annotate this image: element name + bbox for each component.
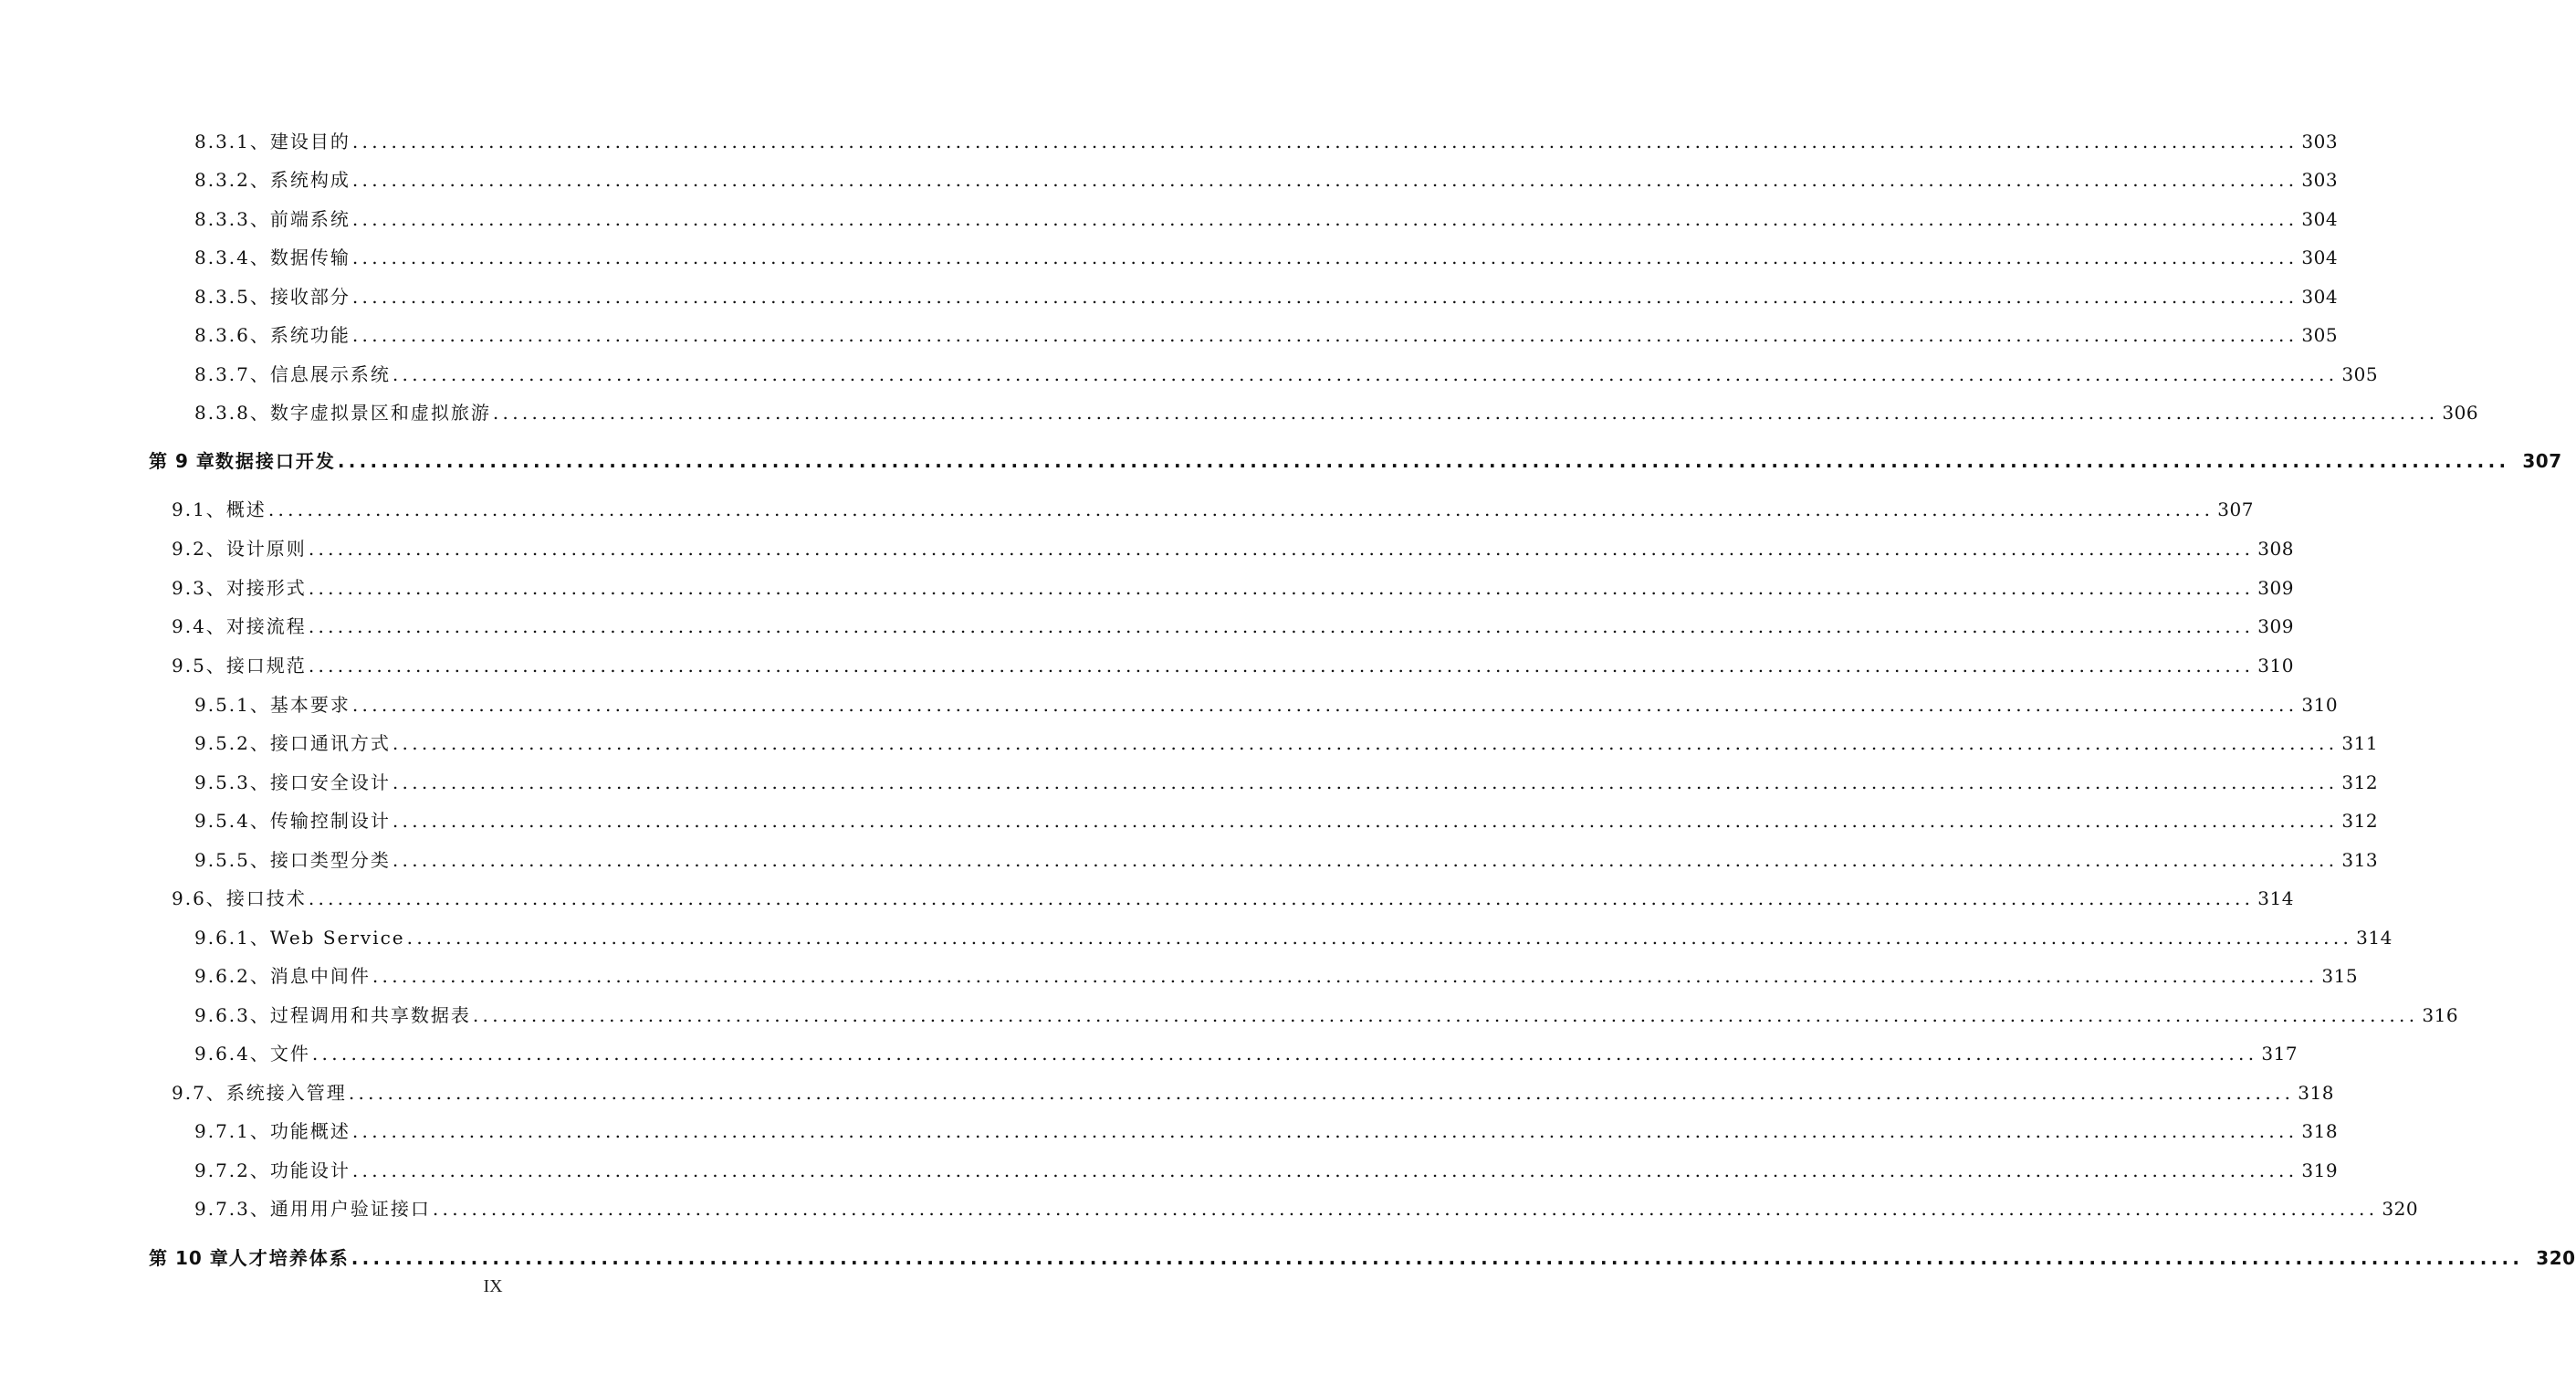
toc-entry[interactable] xyxy=(194,398,2479,425)
toc-entry-title: 数据传输 xyxy=(269,246,351,268)
toc-entry-number: 9.6.2、 xyxy=(194,965,270,987)
toc-entry-page-number: 303 xyxy=(2301,131,2339,152)
page-number-footer: IX xyxy=(483,1276,503,1296)
toc-entry-page-number: 310 xyxy=(2257,655,2294,677)
toc-entry-number: 9.7、 xyxy=(172,1082,226,1104)
toc-entry-title: 系统功能 xyxy=(269,324,351,346)
dot-leader: ........................................................................................................................................................................................................ xyxy=(308,655,2255,677)
toc-entry-number: 9.5.2、 xyxy=(194,732,270,754)
dot-leader: ........................................................................................................................................................................................................ xyxy=(348,1082,2295,1104)
toc-entry[interactable] xyxy=(194,923,2393,949)
dot-leader: ........................................................................................................................................................................................................ xyxy=(311,1043,2258,1065)
toc-entry[interactable] xyxy=(194,243,2339,269)
toc-entry[interactable] xyxy=(194,1001,2459,1027)
dot-leader: ........................................................................................................................................................................................................ xyxy=(308,577,2255,599)
toc-entry-page-number: 318 xyxy=(2301,1120,2339,1142)
toc-entry-title: 数字虚拟景区和虚拟旅游 xyxy=(269,402,491,424)
toc-entry-title: 通用用户验证接口 xyxy=(269,1198,431,1220)
toc-entry-number: 8.3.3、 xyxy=(194,208,270,230)
toc-entry-number: 9.5.5、 xyxy=(194,849,270,871)
toc-entry[interactable] xyxy=(194,729,2379,755)
toc-entry[interactable] xyxy=(194,690,2339,717)
toc-entry-page-number: 307 xyxy=(2217,498,2254,520)
toc-entry-page-number: 306 xyxy=(2442,402,2479,424)
toc-entry-page-number: 314 xyxy=(2356,927,2393,949)
dot-leader: ........................................................................................................................................................................................................ xyxy=(351,169,2299,191)
toc-entry[interactable] xyxy=(194,961,2359,988)
toc-chapter-entry[interactable] xyxy=(149,1243,2576,1270)
toc-entry-page-number: 313 xyxy=(2341,849,2379,871)
toc-entry-page-number: 304 xyxy=(2301,286,2339,308)
dot-leader: ........................................................................................................................................................................................................ xyxy=(351,694,2299,716)
toc-entry[interactable] xyxy=(172,573,2294,600)
toc-entry-title: 系统构成 xyxy=(269,169,351,191)
toc-entry-title: 前端系统 xyxy=(269,208,351,230)
toc-entry[interactable] xyxy=(194,1194,2419,1221)
toc-entry-number: 8.3.6、 xyxy=(194,324,270,346)
toc-entry-title: 接口安全设计 xyxy=(269,771,391,793)
toc-entry-title: 接口类型分类 xyxy=(269,849,391,871)
toc-entry-number: 9.7.2、 xyxy=(194,1159,270,1181)
dot-leader: ........................................................................................................................................................................................................ xyxy=(351,208,2299,230)
dot-leader: ........................................................................................................................................................................................................ xyxy=(351,1159,2299,1181)
toc-entry-page-number: 307 xyxy=(2522,450,2562,472)
dot-leader: ........................................................................................................................................................................................................ xyxy=(351,131,2299,152)
toc-entry-number: 9.4、 xyxy=(172,615,226,637)
dot-leader: ........................................................................................................................................................................................................ xyxy=(351,1120,2299,1142)
toc-chapter-entry[interactable] xyxy=(149,446,2562,473)
toc-entry[interactable] xyxy=(194,282,2339,309)
toc-entry-number: 9.3、 xyxy=(172,577,226,599)
toc-entry-title: 传输控制设计 xyxy=(269,810,391,832)
toc-entry-page-number: 320 xyxy=(2382,1198,2419,1220)
toc-entry-title: 建设目的 xyxy=(269,131,351,152)
toc-entry-title: 对接形式 xyxy=(225,577,307,599)
toc-entry[interactable] xyxy=(194,845,2379,872)
toc-entry[interactable] xyxy=(194,1039,2299,1065)
toc-entry[interactable] xyxy=(194,1156,2339,1182)
toc-entry-title: 文件 xyxy=(269,1043,310,1065)
toc-entry[interactable] xyxy=(194,165,2339,192)
dot-leader: ........................................................................................................................................................................................................ xyxy=(351,1247,2524,1269)
toc-entry[interactable] xyxy=(172,534,2294,561)
dot-leader: ........................................................................................................................................................................................................ xyxy=(351,246,2299,268)
toc-entry-title: 接口技术 xyxy=(225,887,307,909)
toc-entry-number: 9.1、 xyxy=(172,498,226,520)
toc-entry[interactable] xyxy=(194,127,2339,153)
toc-entry-number: 9.7.3、 xyxy=(194,1198,270,1220)
dot-leader: ........................................................................................................................................................................................................ xyxy=(392,363,2339,385)
toc-entry-title: 接口通讯方式 xyxy=(269,732,391,754)
toc-entry-page-number: 316 xyxy=(2422,1004,2459,1026)
dot-leader: ........................................................................................................................................................................................................ xyxy=(308,538,2255,560)
toc-entry-number: 9.5、 xyxy=(172,655,226,677)
toc-entry-title: Web Service xyxy=(269,927,405,949)
dot-leader: ........................................................................................................................................................................................................ xyxy=(372,965,2319,987)
toc-entry-number: 8.3.8、 xyxy=(194,402,270,424)
dot-leader: ........................................................................................................................................................................................................ xyxy=(492,402,2439,424)
dot-leader: ........................................................................................................................................................................................................ xyxy=(406,927,2353,949)
toc-entry-page-number: 304 xyxy=(2301,246,2339,268)
toc-entry[interactable] xyxy=(194,320,2339,347)
toc-entry-page-number: 303 xyxy=(2301,169,2339,191)
toc-entry-title: 功能概述 xyxy=(269,1120,351,1142)
toc-entry-title: 系统接入管理 xyxy=(225,1082,347,1104)
toc-entry-number: 8.3.2、 xyxy=(194,169,270,191)
toc-entry[interactable] xyxy=(194,768,2379,794)
toc-entry-number: 8.3.1、 xyxy=(194,131,270,152)
toc-entry-number: 9.5.4、 xyxy=(194,810,270,832)
toc-entry-page-number: 310 xyxy=(2301,694,2339,716)
toc-entry-page-number: 319 xyxy=(2301,1159,2339,1181)
toc-entry-number: 8.3.5、 xyxy=(194,286,270,308)
toc-entry-page-number: 312 xyxy=(2341,810,2379,832)
dot-leader: ........................................................................................................................................................................................................ xyxy=(392,771,2339,793)
toc-entry-number: 第 9 章 xyxy=(149,450,215,472)
toc-entry-number: 9.7.1、 xyxy=(194,1120,270,1142)
dot-leader: ........................................................................................................................................................................................................ xyxy=(392,732,2339,754)
toc-entry-number: 9.6.1、 xyxy=(194,927,270,949)
dot-leader: ........................................................................................................................................................................................................ xyxy=(351,324,2299,346)
toc-entry-number: 9.5.3、 xyxy=(194,771,270,793)
toc-entry[interactable] xyxy=(172,495,2254,521)
toc-entry-number: 8.3.7、 xyxy=(194,363,270,385)
toc-entry-page-number: 318 xyxy=(2298,1082,2334,1104)
toc-entry[interactable] xyxy=(194,360,2379,386)
toc-entry-page-number: 314 xyxy=(2257,887,2294,909)
toc-entry-title: 过程调用和共享数据表 xyxy=(269,1004,471,1026)
toc-entry-page-number: 311 xyxy=(2341,732,2379,754)
toc-entry-title: 设计原则 xyxy=(225,538,307,560)
toc-entry-page-number: 305 xyxy=(2341,363,2379,385)
toc-entry-title: 接收部分 xyxy=(269,286,351,308)
toc-entry[interactable] xyxy=(194,806,2379,833)
toc-entry-page-number: 312 xyxy=(2341,771,2379,793)
toc-entry-title: 数据接口开发 xyxy=(215,450,336,472)
dot-leader: ........................................................................................................................................................................................................ xyxy=(267,498,2215,520)
toc-entry-number: 9.6.4、 xyxy=(194,1043,270,1065)
toc-entry-title: 功能设计 xyxy=(269,1159,351,1181)
dot-leader: ........................................................................................................................................................................................................ xyxy=(351,286,2299,308)
toc-entry-title: 信息展示系统 xyxy=(269,363,391,385)
toc-entry-title: 基本要求 xyxy=(269,694,351,716)
toc-entry[interactable] xyxy=(172,1078,2334,1105)
dot-leader: ........................................................................................................................................................................................................ xyxy=(392,849,2339,871)
dot-leader: ........................................................................................................................................................................................................ xyxy=(432,1198,2379,1220)
toc-entry-page-number: 315 xyxy=(2321,965,2359,987)
toc-entry-number: 8.3.4、 xyxy=(194,246,270,268)
toc-entry[interactable] xyxy=(172,884,2294,910)
dot-leader: ........................................................................................................................................................................................................ xyxy=(472,1004,2419,1026)
dot-leader: ........................................................................................................................................................................................................ xyxy=(308,887,2255,909)
toc-entry-page-number: 305 xyxy=(2301,324,2339,346)
toc-entry[interactable] xyxy=(194,205,2339,231)
toc-entry-page-number: 304 xyxy=(2301,208,2339,230)
toc-entry-title: 对接流程 xyxy=(225,615,307,637)
toc-entry-page-number: 309 xyxy=(2257,577,2294,599)
toc-entry-number: 9.6、 xyxy=(172,887,226,909)
toc-entry-page-number: 309 xyxy=(2257,615,2294,637)
toc-entry-title: 接口规范 xyxy=(225,655,307,677)
toc-entry-page-number: 320 xyxy=(2536,1247,2576,1269)
toc-entry-number: 第 10 章 xyxy=(149,1247,229,1269)
dot-leader: ........................................................................................................................................................................................................ xyxy=(337,450,2510,472)
toc-entry-number: 9.6.3、 xyxy=(194,1004,270,1026)
dot-leader: ........................................................................................................................................................................................................ xyxy=(308,615,2255,637)
toc-entry[interactable] xyxy=(194,1117,2339,1143)
toc-entry-number: 9.5.1、 xyxy=(194,694,270,716)
toc-entry-title: 概述 xyxy=(225,498,267,520)
toc-entry-number: 9.2、 xyxy=(172,538,226,560)
toc-entry[interactable] xyxy=(172,612,2294,638)
toc-entry-title: 消息中间件 xyxy=(269,965,371,987)
toc-entry[interactable] xyxy=(172,651,2294,677)
toc-entry-page-number: 308 xyxy=(2257,538,2294,560)
toc-entry-page-number: 317 xyxy=(2261,1043,2299,1065)
toc-entry-title: 人才培养体系 xyxy=(228,1247,350,1269)
dot-leader: ........................................................................................................................................................................................................ xyxy=(392,810,2339,832)
